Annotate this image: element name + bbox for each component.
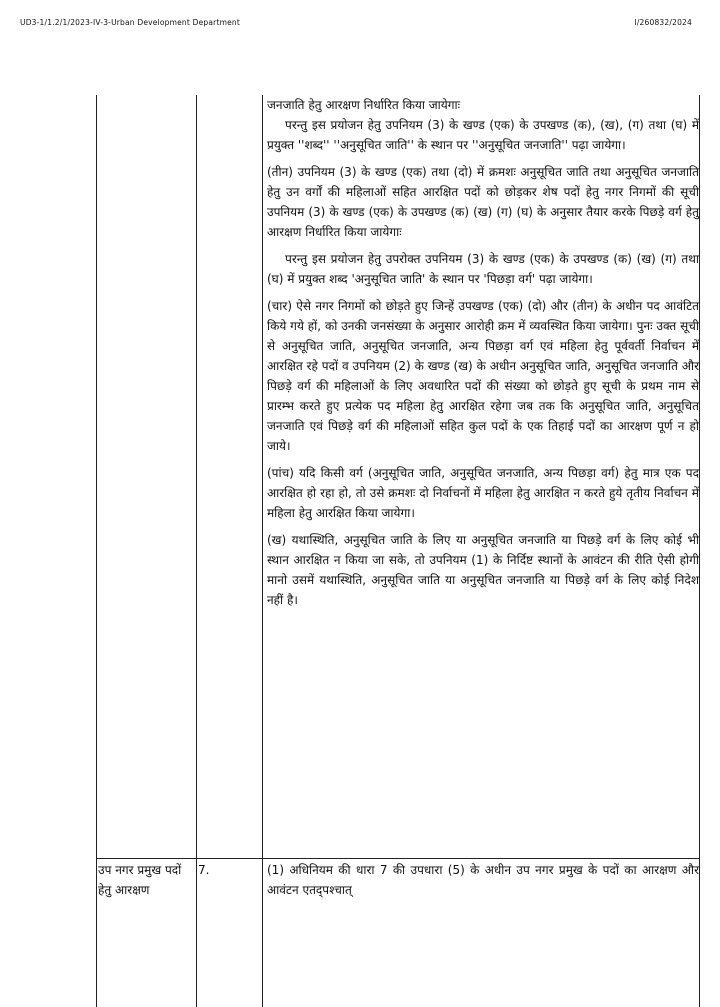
table-border-left [96, 95, 97, 1007]
row-heading: उप नगर प्रमुख पदों हेतु आरक्षण [98, 863, 182, 897]
document-header [20, 18, 692, 32]
table-row-divider [96, 858, 700, 859]
paragraph-clause-chaar: (चार) ऐसे नगर निगमों को छोड़ते हुए जिन्हें उपखण्ड (एक) (दो) और (तीन) के अधीन पद आवंटित किये गये हों, को उनकी जनसंख्या के अनुसार आरोही क्रम में व्यवस्थित किया जायेगा। पुनः उक्त सूची से अनुसूचित जाति, अनुसूचित जनजाति, अन्य पिछड़ा वर्ग एवं महिला हेतु पूर्ववर्ती निर्वाचन में आरक्षित रहे पदों व उपनियम (2) के खण्ड (ख) के अधीन अनुसूचित जाति, अनुसूचित जनजाति और पिछड़े वर्ग की महिलाओं के लिए अवधारित पदों की संख्या को छोड़ते हुए सूची के प्रथम नाम से प्रारम्भ करते हुए प्रत्येक पद महिला हेतु आरक्षित रहेगा जब तक कि अनुसूचित जाति, अनुसूचित जनजाति एवं पिछड़े वर्ग की महिलाओं सहित कुल पदों के एक तिहाई पदों का आरक्षण पूर्ण न हो जाये। [267, 299, 699, 453]
paragraph-clause-teen: (तीन) उपनियम (3) के खण्ड (एक) तथा (दो) में क्रमशः अनुसूचित जाति तथा अनुसूचित जनजाति हेतु उन वर्गों की महिलाओं सहित आरक्षित पदों को छोड़कर शेष पदों हेतु नगर निगमों की सूची उपनियम (3) के खण्ड (एक) के उपखण्ड (क) (ख) (ग) (घ) के अनुसार तैयार करके पिछड़े वर्ग हेतु आरक्षण निर्धारित किया जायेगाः [267, 165, 699, 239]
table-border-right [699, 95, 700, 1007]
paragraph-clause-paanch: (पांच) यदि किसी वर्ग (अनुसूचित जाति, अनुसूचित जनजाति, अन्य पिछड़ा वर्ग) हेतु मात्र एक पद आरक्षित हो रहा हो, तो उसे क्रमशः दो निर्वाचनों में महिला हेतु आरक्षित न करते हुये तृतीय निर्वाचन में महिला हेतु आरक्षित किया जायेगा। [267, 466, 699, 520]
rules-table [96, 95, 700, 1007]
paragraph-proviso-2: परन्तु इस प्रयोजन हेतु उपरोक्त उपनियम (3) के खण्ड (एक) के उपखण्ड (क) (ख) (ग) तथा (घ) में प्रयुक्त शब्द 'अनुसूचित जाति' के स्थान पर 'पिछड़ा वर्ग' पढ़ा जायेगा। [267, 252, 699, 286]
row-number: 7. [198, 863, 210, 877]
rule-text-cell [267, 95, 699, 610]
table-divider-heading [196, 95, 197, 1007]
paragraph-clause-kha: (ख) यथास्थिति, अनुसूचित जाति के लिए या अनुसूचित जनजाति या पिछड़े वर्ग के लिए कोई भी स्थान आरक्षित न किया जा सके, तो उपनियम (1) के निर्दिष्ट स्थानों के आवंटन की रीति ऐसी होगी मानो उसमें यथास्थिति, अनुसूचित जाति या अनुसूचित जनजाति या पिछड़े वर्ग के लिए कोई निदेश नहीं है। [267, 533, 699, 607]
document-number: I/260832/2024 [634, 18, 692, 27]
file-reference: UD3-1/1.2/1/2023-IV-3-Urban Development Department [20, 18, 240, 27]
table-divider-number [262, 95, 263, 1007]
row-rule-text: (1) अधिनियम की धारा 7 की उपधारा (5) के अधीन उप नगर प्रमुख के पदों का आरक्षण और आवंटन एतद्पश्चात् [267, 863, 699, 897]
paragraph-proviso-1: परन्तु इस प्रयोजन हेतु उपनियम (3) के खण्ड (एक) के उपखण्ड (क), (ख), (ग) तथा (घ) में प्रयुक्त ''शब्द'' ''अनुसूचित जाति'' के स्थान पर ''अनुसूचित जनजाति'' पढ़ा जायेगा। [267, 118, 699, 152]
paragraph-continuation: जनजाति हेतु आरक्षण निर्धारित किया जायेगाः [267, 98, 461, 112]
